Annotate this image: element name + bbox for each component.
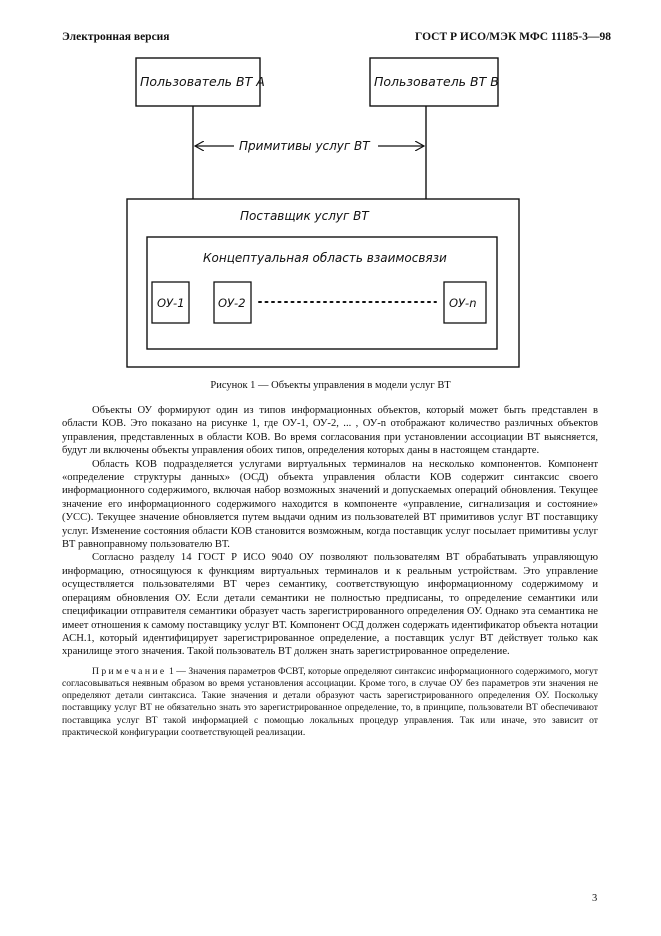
object-label-1: ОУ-1 — [157, 296, 185, 310]
page-number: 3 — [592, 893, 598, 904]
note-text: 1 — Значения параметров ФСВТ, которые определяют синтаксис информационного содержимого, могут согласовываться неявным образом во время установления ассоциации. Кроме того, в случае ОУ без параметров эти значения не определяют детали синтаксиса. Такие значения и детали образуют часть зарегистрированного определения ОУ. Поскольку поставщику услуг ВТ не обязательно знать это зарегистрированное определение, то, в принципе, пользователи ВТ обеспечивают поставщика услуг ВТ такой информацией с помощью локальных процедур управления. Так или иначе, это зависит от практической конфигурации соответствующей реализации. — [62, 665, 598, 738]
body-text — [62, 404, 598, 739]
provider-box — [127, 199, 519, 367]
header-standard-code: ГОСТ Р ИСО/МЭК МФС 11185-3—98 — [415, 31, 611, 43]
user-a-label: Пользователь ВТ А — [140, 74, 265, 89]
object-label-2: ОУ-2 — [218, 296, 246, 310]
user-b-label: Пользователь ВТ В — [374, 74, 499, 89]
primitives-label: Примитивы услуг ВТ — [239, 139, 370, 153]
object-label-n: ОУ-n — [449, 296, 477, 310]
paragraph-1: Объекты ОУ формируют один из типов информационных объектов, который может быть представлен в области КОВ. Это показано на рисунке 1, где ОУ-1, ОУ-2, ... , ОУ-n отображают количество различных объектов управления, представленных в области КОВ. Во время согласования при установлении ассоциации ВТ выясняется, будут ли включены объекты управления обоих типов, определения которых даны в настоящем стандарте. — [62, 405, 598, 457]
note — [62, 666, 598, 739]
provider-label: Поставщик услуг ВТ — [240, 209, 369, 223]
paragraph-2: Область КОВ подразделяется услугами виртуальных терминалов на несколько компонентов. Компонент «определение структуры данных» (ОСД) объекта управления области КОВ содержит синтаксис своего информационного содержимого, включая набор возможных значений и допускаемых операций обновления. Текущее значение его информационного содержимого находится в компоненте «управление, сигнализация и состояние» (УСС). Текущее значение обновляется путем выдачи одним из пользователей ВТ примитивов услуг ВТ поставщику услуг. Изменение состояния области КОВ становится возможным, когда поставщик услуг посылает примитивы услуг ВТ равноправному пользователю ВТ. — [62, 458, 598, 551]
figure-1-diagram — [0, 0, 661, 380]
conceptual-area-label: Концептуальная область взаимосвязи — [203, 251, 447, 265]
figure-caption: Рисунок 1 — Объекты управления в модели услуг ВТ — [210, 380, 451, 391]
paragraph-3: Согласно разделу 14 ГОСТ Р ИСО 9040 ОУ позволяют пользователям ВТ обрабатывать управляющую информацию, относящуюся к функциям виртуальных терминалов и к реальным устройствам. Это управление осуществляется пользователями ВТ через семантику, соответствующую информационному содержимому и операциям обновления ОУ. Если детали семантики не полностью предписаны, то определение семантики или спецификации отправителя семантики образует часть зарегистрированного определения ОУ. Однако эта семантика не имеет отношения к самому поставщику услуг ВТ. Компонент ОСД должен содержать идентификатор объекта нотации АСН.1, который идентифицирует зарегистрированное определение, а поставщик услуг ВТ действует только как хранилище этого значения. Такой пользователь ВТ должен знать зарегистрированное определение. — [62, 552, 598, 658]
header-edition-label: Электронная версия — [62, 31, 170, 43]
note-label: Примечание — [92, 665, 167, 677]
